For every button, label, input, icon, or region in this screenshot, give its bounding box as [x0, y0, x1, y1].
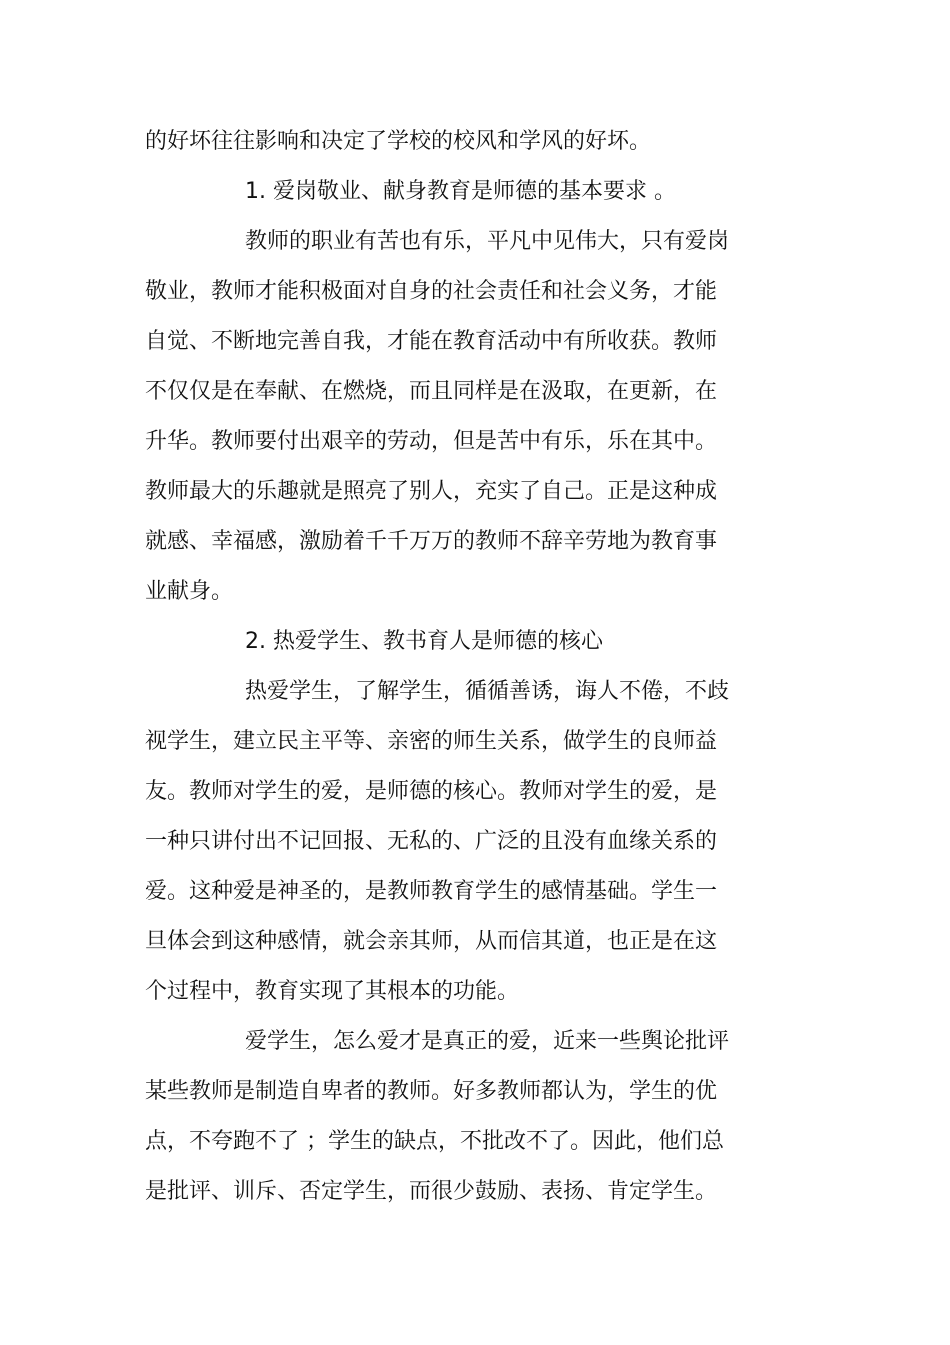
section-heading-1: 1. 爱岗敬业、献身教育是师德的基本要求 。	[245, 179, 676, 204]
text-line: 友。教师对学生的爱，是师德的核心。教师对学生的爱，是	[145, 779, 718, 804]
text-line: 点，不夸跑不了 ；学生的缺点，不批改不了。因此，他们总	[145, 1129, 724, 1154]
text-line: 敬业，教师才能积极面对自身的社会责任和社会义务，才能	[145, 279, 718, 304]
text-line: 的好坏往往影响和决定了学校的校风和学风的好坏。	[145, 129, 652, 154]
text-line: 爱。这种爱是神圣的，是教师教育学生的感情基础。学生一	[145, 879, 718, 904]
text-line: 升华。教师要付出艰辛的劳动，但是苦中有乐，乐在其中。	[145, 429, 718, 454]
text-line: 不仅仅是在奉献、在燃烧，而且同样是在汲取，在更新，在	[145, 379, 718, 404]
section-heading-2: 2. 热爱学生、教书育人是师德的核心	[245, 629, 603, 654]
text-line: 旦体会到这种感情，就会亲其师，从而信其道，也正是在这	[145, 929, 718, 954]
text-line: 视学生，建立民主平等、亲密的师生关系，做学生的良师益	[145, 729, 718, 754]
paragraph-start: 教师的职业有苦也有乐，平凡中见伟大，只有爱岗	[245, 229, 730, 254]
text-line: 教师最大的乐趣就是照亮了别人，充实了自己。正是这种成	[145, 479, 718, 504]
text-line: 一种只讲付出不记回报、无私的、广泛的且没有血缘关系的	[145, 829, 718, 854]
text-line: 个过程中，教育实现了其根本的功能。	[145, 979, 520, 1004]
text-line: 就感、幸福感，激励着千千万万的教师不辞辛劳地为教育事	[145, 529, 718, 554]
text-line: 某些教师是制造自卑者的教师。好多教师都认为，学生的优	[145, 1079, 718, 1104]
paragraph-start: 爱学生，怎么爱才是真正的爱，近来一些舆论批评	[245, 1029, 730, 1054]
paragraph-start: 热爱学生，了解学生，循循善诱，诲人不倦，不歧	[245, 679, 730, 704]
text-line: 是批评、训斥、否定学生，而很少鼓励、表扬、肯定学生。	[145, 1179, 718, 1204]
text-line: 自觉、不断地完善自我，才能在教育活动中有所收获。教师	[145, 329, 718, 354]
text-line: 业献身。	[145, 579, 234, 604]
